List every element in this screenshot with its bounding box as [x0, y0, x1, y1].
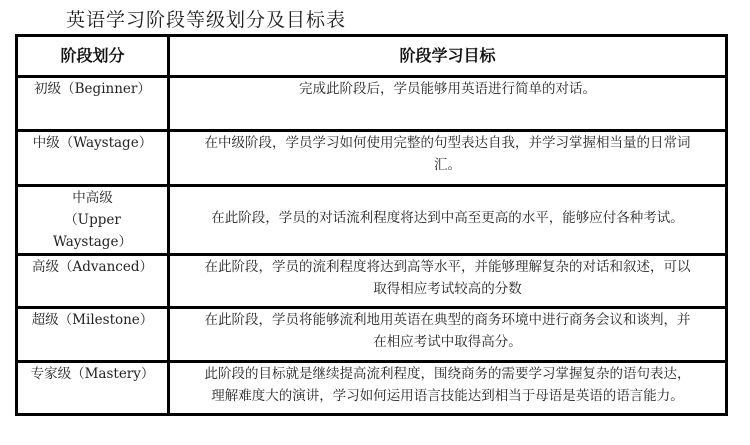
- goal-line: 完成此阶段后，学员能够用英语进行简单的对话。: [299, 81, 596, 97]
- goal-line: 在此阶段，学员的对话流利程度将达到中高至更高的水平，能够应付各种考试。: [211, 210, 684, 226]
- stage-cell: [17, 186, 169, 255]
- goal-cell: [169, 131, 727, 186]
- goal-line: 在此阶段，学员将能够流利地用英语在典型的商务环境中进行商务会议和谈判，并: [204, 312, 691, 328]
- goal-cell: [169, 255, 727, 308]
- stage-cell: 高级（Advanced）: [17, 255, 169, 308]
- goal-line: 在中级阶段，学员学习如何使用完整的句型表达自我，并学习掌握相当量的日常词: [204, 135, 691, 151]
- goal-cell: [169, 186, 727, 255]
- stage-line: （Upper Waystage）: [53, 212, 132, 250]
- table-row: [17, 131, 727, 186]
- table-row: [17, 186, 727, 255]
- document-title: 英语学习阶段等级划分及目标表: [66, 9, 347, 31]
- header-stage: 阶段划分: [17, 36, 169, 77]
- goal-line: 此阶段的目标就是继续提高流利程度，围绕商务的需要学习掌握复杂的语句表达，: [204, 366, 691, 382]
- goal-line: 取得相应考试较高的分数: [373, 281, 522, 297]
- goal-line: 在此阶段，学员的流利程度将达到高等水平，并能够理解复杂的对话和叙述，可以: [204, 259, 691, 275]
- goal-cell: [169, 308, 727, 362]
- stage-line: 中高级: [72, 190, 113, 206]
- stage-cell: 专家级（Mastery）: [17, 362, 169, 415]
- goal-cell: [169, 362, 727, 415]
- table-header-row: [17, 36, 727, 77]
- header-goal: 阶段学习目标: [169, 36, 727, 77]
- stage-goal-table: [15, 34, 728, 416]
- table-row: [17, 77, 727, 131]
- stage-cell: 初级（Beginner）: [17, 77, 169, 131]
- goal-cell: [169, 77, 727, 131]
- goal-line: 理解难度大的演讲，学习如何运用语言技能达到相当于母语是英语的语言能力。: [211, 388, 684, 404]
- stage-cell: 超级（Milestone）: [17, 308, 169, 362]
- table-row: [17, 308, 727, 362]
- goal-line: 在相应考试中取得高分。: [373, 334, 522, 350]
- goal-line: 汇。: [434, 157, 461, 173]
- table-row: [17, 255, 727, 308]
- table-row: [17, 362, 727, 415]
- stage-cell: 中级（Waystage）: [17, 131, 169, 186]
